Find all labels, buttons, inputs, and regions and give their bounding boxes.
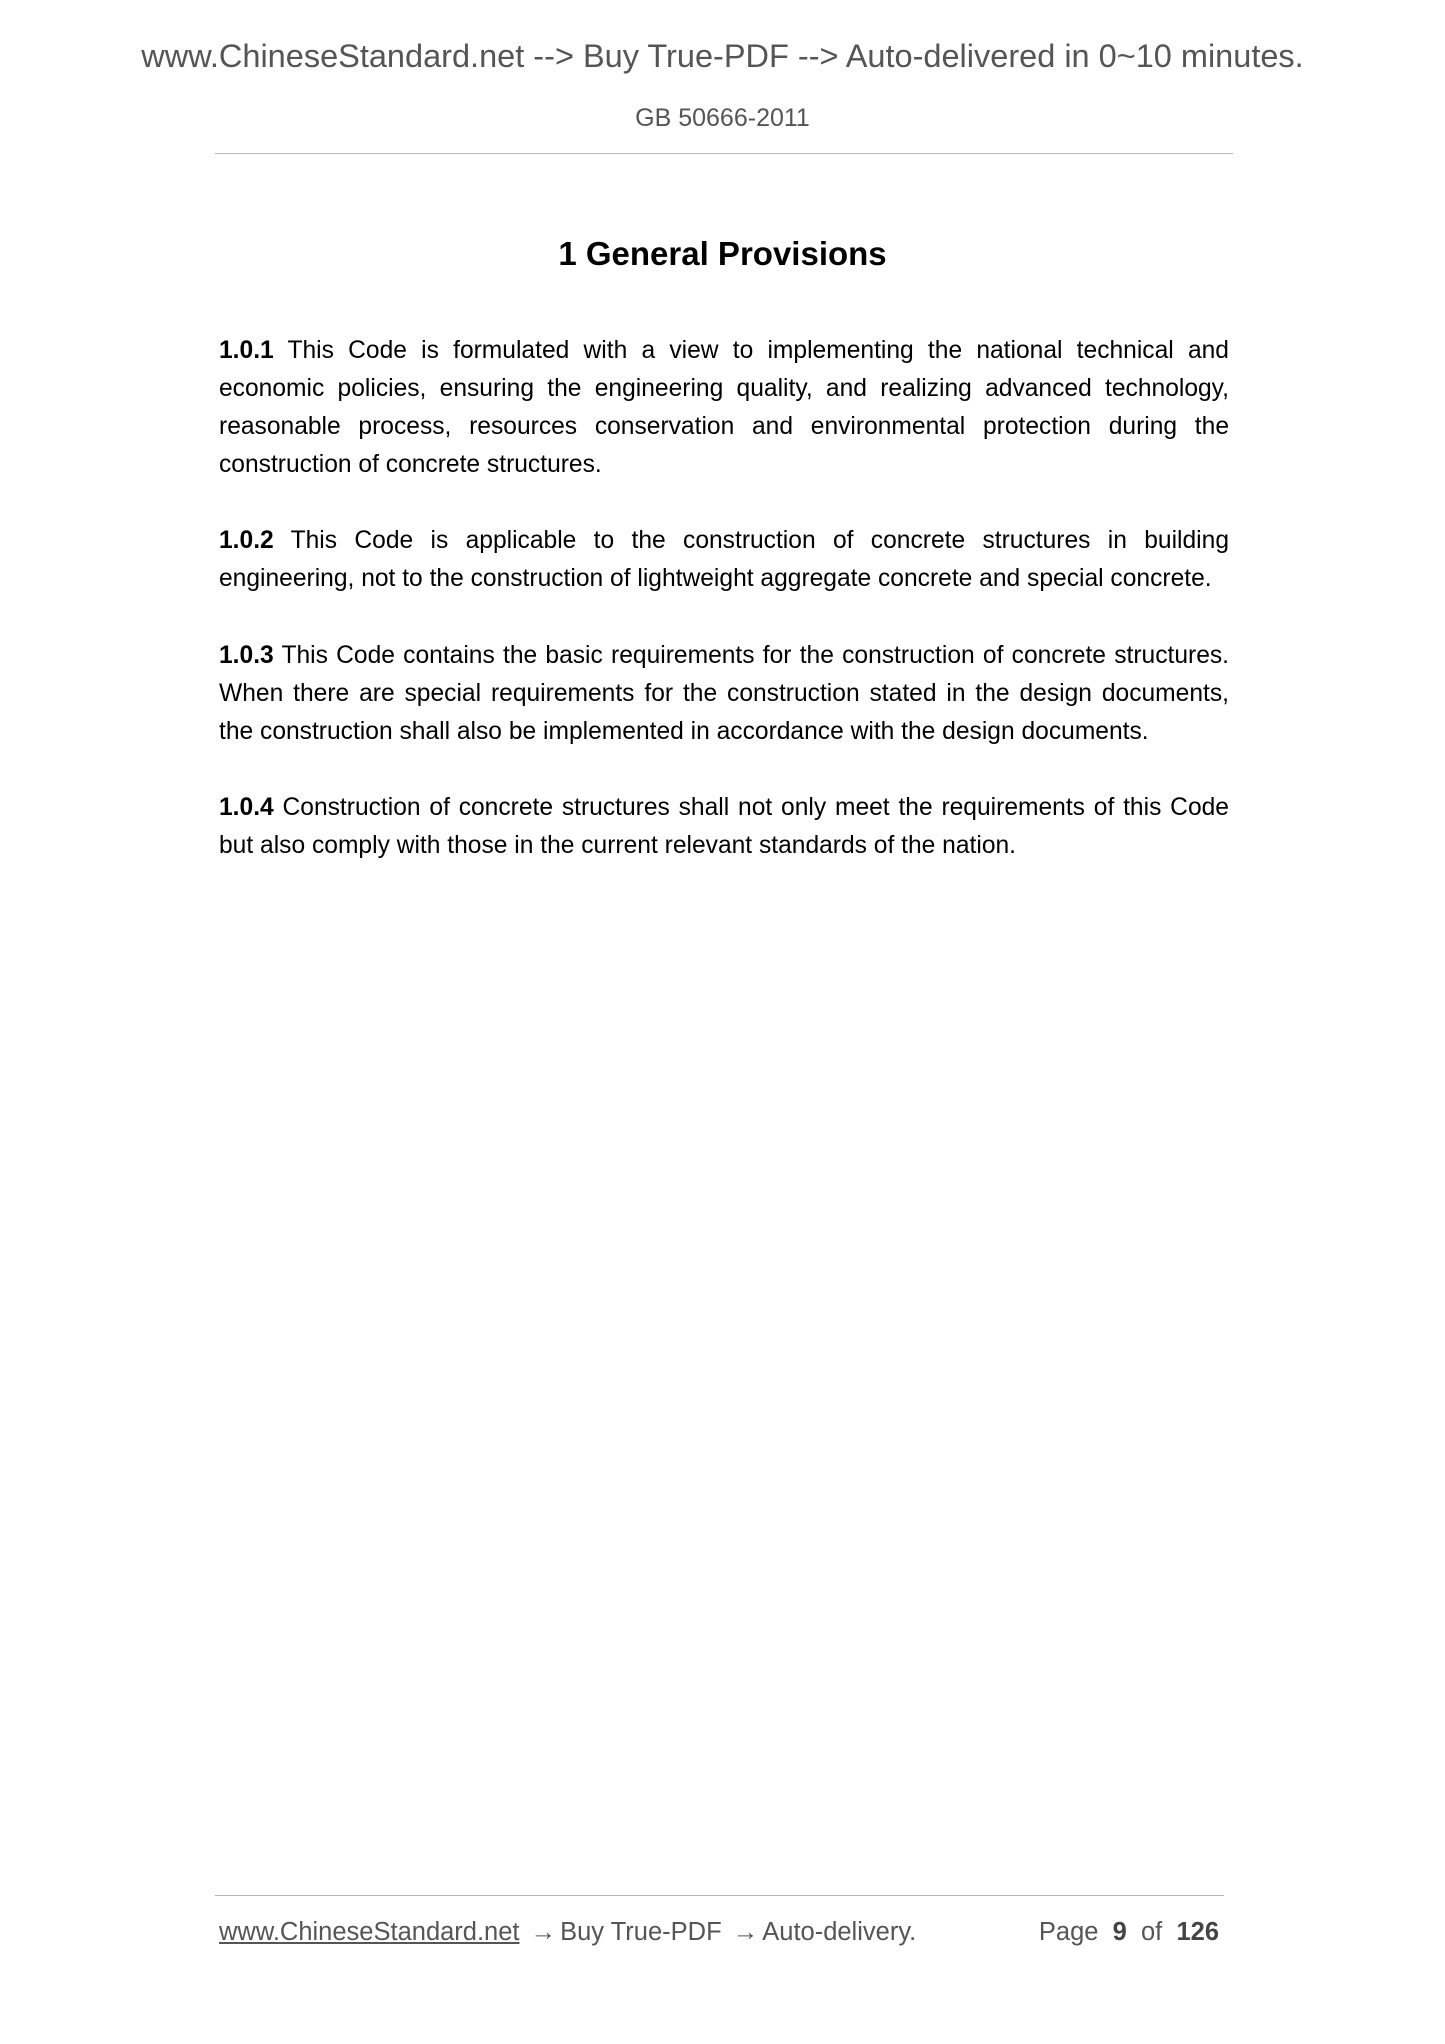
footer-site-link[interactable]: www.ChineseStandard.net [219,1918,520,1946]
clause-number: 1.0.4 [219,793,274,821]
clause-1-0-3 [219,637,1229,751]
clause-number: 1.0.1 [219,337,274,364]
footer-divider [215,1895,1224,1896]
clause-1-0-4 [219,789,1229,865]
clause-text: This Code contains the basic requirements for the construction of concrete structures. When there are special requirements for the construction stated in the design documents, the construction shall also be implemented in accordance with the design documents. [219,641,1230,745]
document-code: GB 50666-2011 [635,104,810,132]
header-divider [215,153,1233,154]
clause-number: 1.0.3 [219,641,274,669]
clause-1-0-2 [219,522,1229,598]
footer-promo [219,1918,916,1947]
clause-1-0-1 [219,332,1229,484]
footer-delivery-text: Auto-delivery. [762,1918,917,1946]
page-label: Page [1038,1918,1099,1946]
total-pages: 126 [1176,1918,1219,1946]
current-page: 9 [1112,1918,1127,1946]
footer-buy-text: Buy True-PDF [560,1918,722,1946]
page-counter [1039,1918,1219,1947]
of-label: of [1141,1918,1163,1946]
clause-text: Construction of concrete structures shall not only meet the requirements of this Code but also comply with those in the current relevant standards of the nation. [219,793,1229,859]
clause-text: This Code is formulated with a view to implementing the national technical and economic policies, ensuring the engineering quality, and realizing advanced technology, reasonable process, resources conservation and environmental protection during the construction of concrete structures. [219,337,1229,479]
top-banner[interactable]: www.ChineseStandard.net --> Buy True-PDF --> Auto-delivered in 0~10 minutes. [141,38,1304,74]
arrow-right-icon: → [732,1918,759,1946]
clause-number: 1.0.2 [219,527,274,555]
arrow-right-icon: → [530,1918,557,1946]
chapter-title: 1 General Provisions [558,235,887,272]
clause-text: This Code is applicable to the construction of concrete structures in building engineering, not to the construction of lightweight aggregate concrete and special concrete. [219,527,1230,593]
clause-list [219,332,1229,903]
